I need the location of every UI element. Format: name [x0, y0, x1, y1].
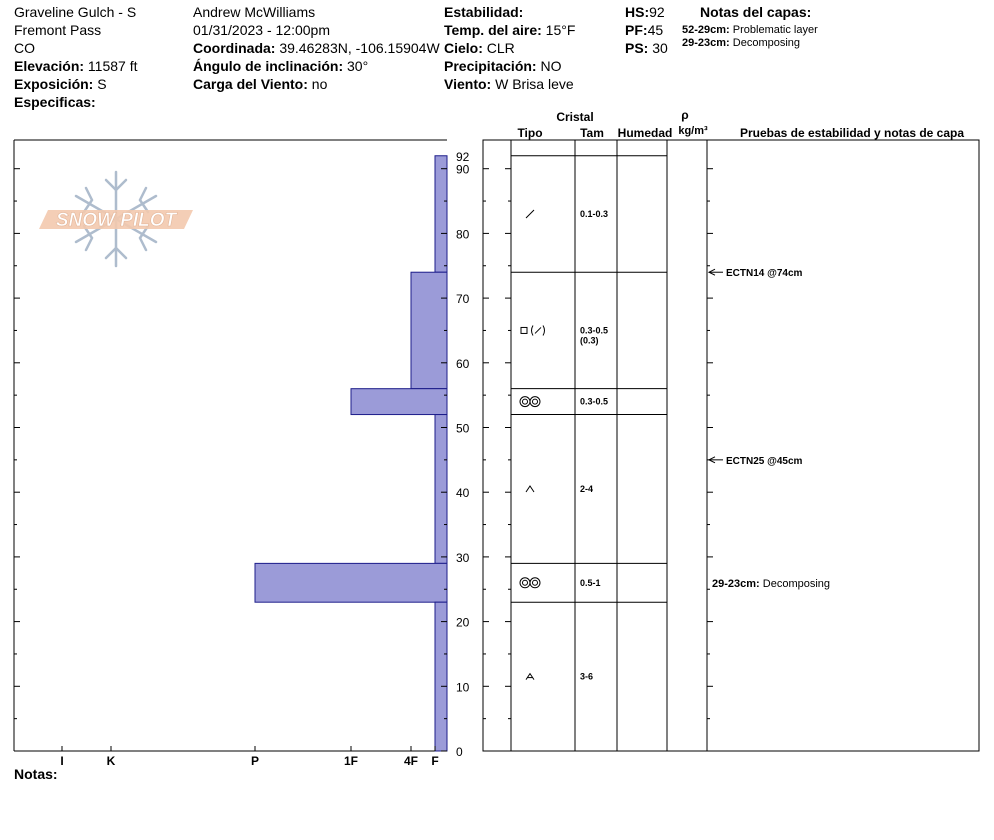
- depth-hoar-icon: [526, 486, 534, 492]
- hs-label: HS:: [625, 4, 650, 20]
- layer-table: [483, 140, 979, 751]
- height-tick-label: 60: [456, 356, 470, 371]
- crystal-header: Cristal: [556, 110, 594, 124]
- moisture-header: Humedad: [617, 126, 673, 140]
- crystal-size: 0.1-0.3: [580, 208, 609, 219]
- notes-label: Notas:: [14, 766, 58, 782]
- snowpilot-logo: [39, 172, 193, 266]
- facet-frag-icon: [521, 325, 545, 335]
- height-tick-label: 40: [456, 486, 470, 501]
- wind-value: W Brisa leve: [495, 76, 574, 92]
- depth-hoar-b-icon: [526, 674, 534, 680]
- hardness-tick-label: I: [60, 754, 64, 768]
- layer-notes-title: Notas del capas:: [700, 4, 812, 20]
- sky-value: CLR: [486, 40, 515, 56]
- melt-freeze-icon: [520, 578, 540, 588]
- precip-frag-icon: [526, 210, 534, 218]
- height-tick-label: 50: [456, 421, 470, 436]
- airtemp-label: Temp. del aire:: [444, 22, 542, 38]
- slope-value: 30°: [347, 58, 369, 74]
- windload-label: Carga del Viento:: [193, 76, 308, 92]
- melt-freeze-icon: [520, 397, 540, 407]
- layer-comment: [712, 578, 830, 590]
- layer-note-text: Decomposing: [732, 37, 801, 49]
- hardness-bar: [255, 563, 447, 602]
- area-name: Fremont Pass: [14, 22, 102, 38]
- location-name: Graveline Gulch - S: [14, 4, 137, 20]
- hardness-bar: [435, 415, 447, 564]
- precip-label: Precipitación:: [444, 58, 537, 74]
- height-axis-labels: [456, 150, 470, 759]
- aspect-label: Exposición:: [14, 76, 94, 92]
- density-header: kg/m³: [678, 125, 708, 137]
- pf-label: PF:: [625, 22, 648, 38]
- height-top-label: 92: [456, 149, 470, 164]
- size-header: Tam: [580, 126, 604, 140]
- hardness-bar: [435, 602, 447, 751]
- layer-comment-range: 29-23cm:: [712, 577, 763, 590]
- hardness-bar: [351, 389, 447, 415]
- height-tick-label: 90: [456, 162, 470, 177]
- coord-label: Coordinada:: [193, 40, 276, 56]
- crystal-size-secondary: (0.3): [580, 335, 599, 346]
- elevation-label: Elevación:: [14, 58, 85, 74]
- state-name: CO: [14, 40, 35, 56]
- hardness-bar: [435, 156, 447, 272]
- crystal-size: 0.3-0.5: [580, 325, 609, 336]
- hardness-tick-label: K: [106, 754, 116, 768]
- height-tick-label: 80: [456, 227, 470, 242]
- hardness-tick-label: 1F: [343, 754, 359, 768]
- observation-datetime: 01/31/2023 - 12:00pm: [193, 22, 330, 38]
- wind-label: Viento:: [444, 76, 492, 92]
- logo-text: SNOW PILOT: [55, 210, 177, 231]
- sky-label: Cielo:: [444, 40, 483, 56]
- type-header: Tipo: [517, 126, 543, 140]
- layer-comment-text: Decomposing: [762, 577, 831, 590]
- table-ticks: [483, 169, 713, 751]
- slope-label: Ángulo de inclinación:: [193, 58, 344, 74]
- height-tick-label: 10: [456, 680, 470, 695]
- height-tick-label: 30: [456, 550, 470, 565]
- layer-rows: [511, 156, 667, 682]
- airtemp-value: 15°F: [545, 22, 576, 38]
- pf-value: 45: [647, 22, 664, 38]
- test-label: ECTN14 @74cm: [726, 268, 803, 280]
- layer-note-text: Problematic layer: [732, 24, 818, 36]
- elevation-value: 11587 ft: [87, 58, 138, 74]
- crystal-size: 0.5-1: [580, 577, 601, 588]
- test-label: ECTN25 @45cm: [726, 455, 803, 467]
- rho-header: ρ: [681, 108, 689, 122]
- hardness-tick-label: P: [250, 754, 260, 768]
- layer-note-range: 29-23cm:: [682, 37, 730, 49]
- stability-tests: [709, 268, 830, 590]
- ps-label: PS:: [625, 40, 649, 56]
- hs-value: 92: [649, 4, 665, 20]
- height-tick-label: 20: [456, 615, 470, 630]
- observer-name: Andrew McWilliams: [193, 4, 316, 20]
- crystal-size: 2-4: [580, 483, 594, 494]
- coord-value: 39.46283N, -106.15904W: [279, 40, 440, 56]
- ps-value: 30: [652, 40, 668, 56]
- height-tick-label: 0: [456, 745, 463, 759]
- aspect-value: S: [97, 76, 107, 92]
- hardness-tick-label: 4F: [403, 754, 419, 768]
- hardness-bar: [411, 272, 447, 388]
- crystal-size: 3-6: [580, 671, 594, 682]
- height-tick-label: 70: [456, 292, 470, 307]
- hardness-tick-label: F: [431, 754, 439, 768]
- layer-note-range: 52-29cm:: [682, 24, 730, 36]
- crystal-size: 0.3-0.5: [580, 396, 609, 407]
- specifics-label: Especificas:: [14, 94, 96, 110]
- hardness-bars: [255, 156, 447, 751]
- tests-header: Pruebas de estabilidad y notas de capa: [739, 126, 965, 140]
- hardness-axis: [60, 746, 438, 768]
- left-axis-ticks: [14, 169, 20, 751]
- precip-value: NO: [540, 58, 562, 74]
- stability-label: Estabilidad:: [444, 4, 524, 20]
- windload-value: no: [311, 76, 328, 92]
